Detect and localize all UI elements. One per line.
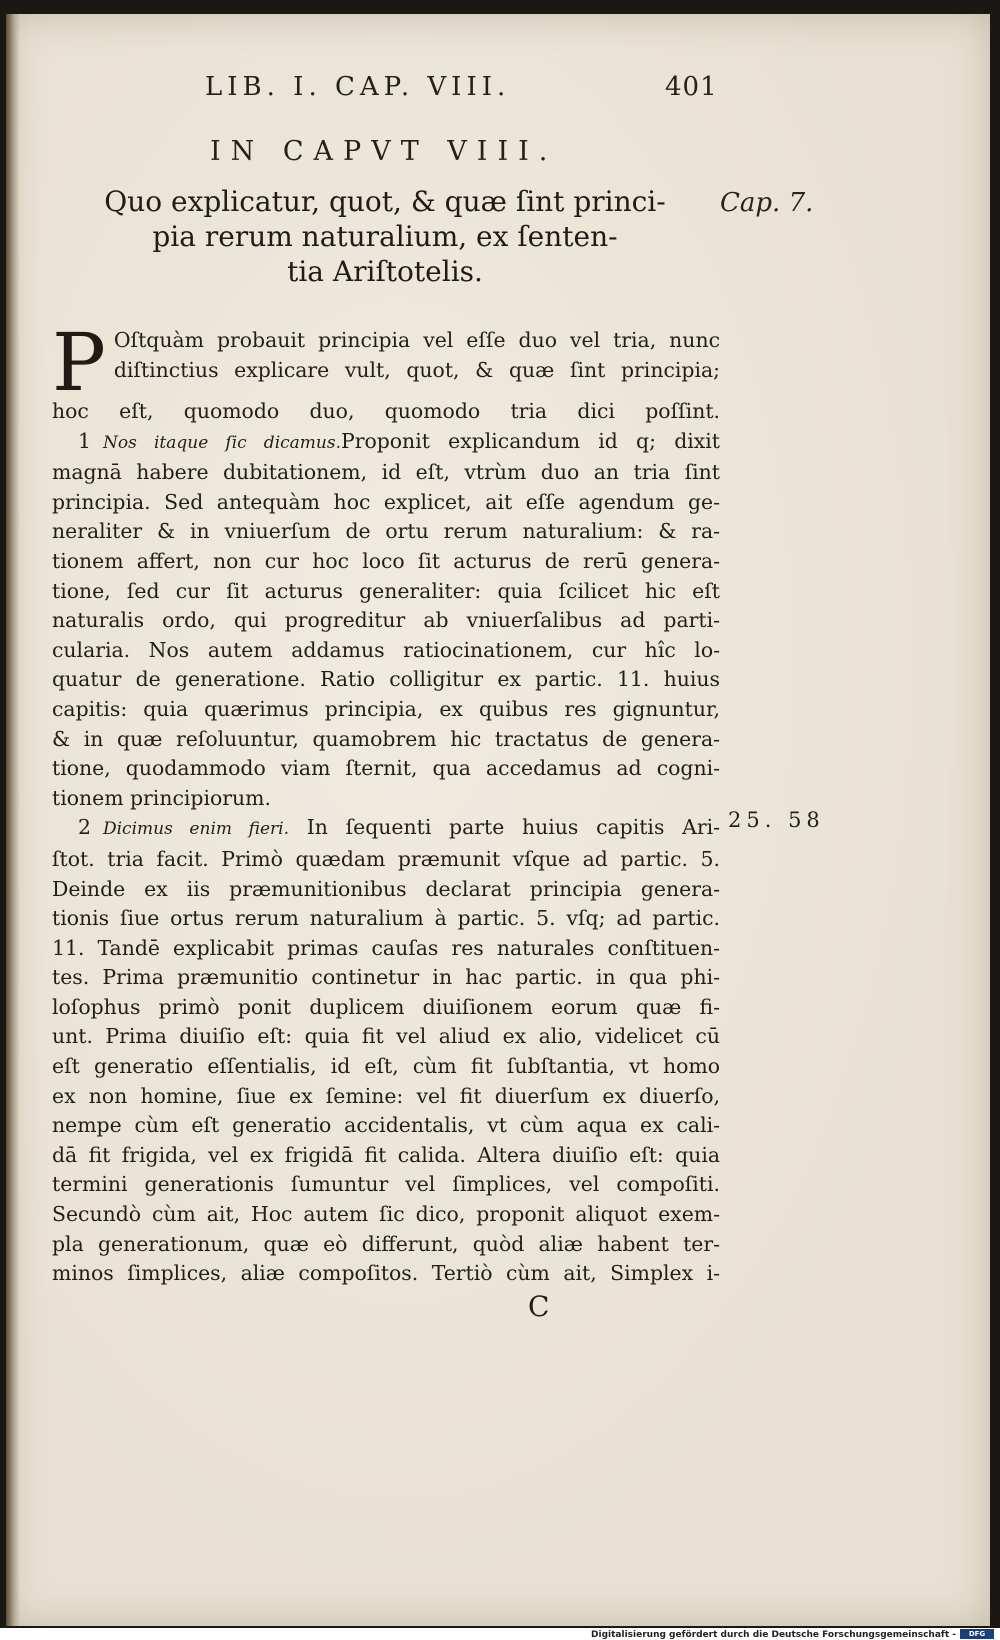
text-line (52, 813, 720, 845)
text-line: ex non homine, ſiue ex ſemine: vel fit diuerſum ex diuerſo, (52, 1083, 720, 1108)
text-line: ſtot. tria facit. Primò quædam præmunit vſque ad partic. 5. (52, 846, 720, 871)
footer-credit: Digitalisierung gefördert durch die Deutsche Forschungsgemeinschaft - (591, 1630, 956, 1640)
text-line: tionem affert, non cur hoc loco ſit acturus de rerū genera- (52, 548, 720, 573)
text-line: eſt generatio eſſentialis, id eſt, cùm fit ſubſtantia, vt homo (52, 1054, 720, 1079)
drop-cap: P (52, 316, 106, 409)
subtitle-line: Quo explicatur, quot, & quæ ſint princi- (104, 185, 666, 218)
text-line: termini generationis ſumuntur vel ſimplices, vel compoſiti. (52, 1172, 720, 1197)
text-line: tes. Prima præmunitio continetur in hac partic. in qua phi- (52, 965, 720, 990)
text-line: 11. Tandē explicabit primas cauſas res naturales conſtituen- (52, 935, 720, 960)
text-line: tionis ſiue ortus rerum naturalium à partic. 5. vſq; ad partic. (52, 906, 720, 931)
text-line: nempe cùm eſt generatio accidentalis, vt cùm aqua ex cali- (52, 1113, 720, 1138)
text-line: hoc eſt, quomodo duo, quomodo tria dici poſſint. (52, 399, 720, 423)
text-line: pla generationum, quæ eò differunt, quòd aliæ habent ter- (52, 1231, 720, 1256)
text-line: tione, quodammodo viam ſternit, qua accedamus ad cogni- (52, 756, 720, 781)
text-line: capitis: quia quærimus principia, ex quibus res gignuntur, (52, 696, 720, 721)
text-line: neraliter & in vniuerſum de ortu rerum naturalium: & ra- (52, 519, 720, 544)
margin-chapter-reference: Cap. 7. (720, 188, 814, 218)
text-line: quatur de generatione. Ratio colligitur ex partic. 11. huius (52, 667, 720, 692)
text-line (52, 427, 720, 459)
text-line: diſtinctius explicare vult, quot, & quæ ſint principia; (113, 357, 720, 382)
text-line: loſophus primò ponit duplicem diuiſionem eorum quæ fi- (52, 994, 720, 1019)
text-line: dā fit frigida, vel ex frigidā fit calida. Altera diuiſio eſt: quia (52, 1142, 720, 1167)
paragraph-commentary-2 (52, 813, 720, 1289)
text-line: naturalis ordo, qui progreditur ab vniuerſalibus ad parti- (52, 608, 720, 633)
lemma: Nos itaque ſic dicamus. (102, 432, 341, 453)
text-line: magnā habere dubitationem, id eſt, vtrùm duo an tria ſint (52, 460, 720, 485)
text-line-start: Proponit explicandum id q; dixit (340, 428, 720, 453)
text-line-start: In ſequenti parte huius capitis Ari- (306, 815, 720, 840)
subtitle-line: tia Ariſtotelis. (287, 255, 483, 288)
subtitle-line: pia rerum naturalium, ex ſenten- (152, 220, 618, 253)
chapter-subtitle (90, 184, 680, 289)
text-line: Oſtquàm probauit principia vel eſſe duo vel tria, nunc (113, 328, 720, 352)
section-number: 2 (78, 815, 91, 840)
dfg-logo: DFG (960, 1629, 994, 1639)
margin-note: 25. 58 (728, 808, 825, 832)
text-line: & in quæ reſoluuntur, quamobrem hic tractatus de genera- (52, 726, 720, 751)
signature-mark: C (528, 1290, 550, 1323)
body-text (52, 316, 720, 1289)
paragraph-intro (52, 316, 720, 427)
page-binding-edge (6, 14, 20, 1626)
lemma: Dicimus enim fieri. (102, 819, 290, 840)
text-line: Secundò cùm ait, Hoc autem ſic dico, proponit aliquot exem- (52, 1202, 720, 1227)
page-number: 401 (665, 72, 718, 102)
paragraph-commentary-1 (52, 427, 720, 814)
text-line: unt. Prima diuiſio eſt: quia fit vel aliud ex alio, videlicet cū (52, 1024, 720, 1049)
text-line: tione, ſed cur ſit acturus generaliter: quia ſcilicet hic eſt (52, 578, 720, 603)
footer-bar (0, 1628, 1000, 1638)
section-number: 1 (78, 428, 91, 453)
chapter-title: IN CAPVT VIII. (210, 136, 558, 167)
text-line: Deinde ex iis præmunitionibus declarat principia genera- (52, 876, 720, 901)
text-line: principia. Sed antequàm hoc explicet, ait eſſe agendum ge- (52, 489, 720, 514)
text-line: minos ſimplices, aliæ compoſitos. Tertiò cùm ait, Simplex i- (52, 1261, 720, 1286)
running-head: LIB. I. CAP. VIII. (205, 72, 511, 102)
text-line: cularia. Nos autem addamus ratiocinationem, cur hîc lo- (52, 637, 720, 662)
text-line: tionem principiorum. (52, 785, 271, 810)
